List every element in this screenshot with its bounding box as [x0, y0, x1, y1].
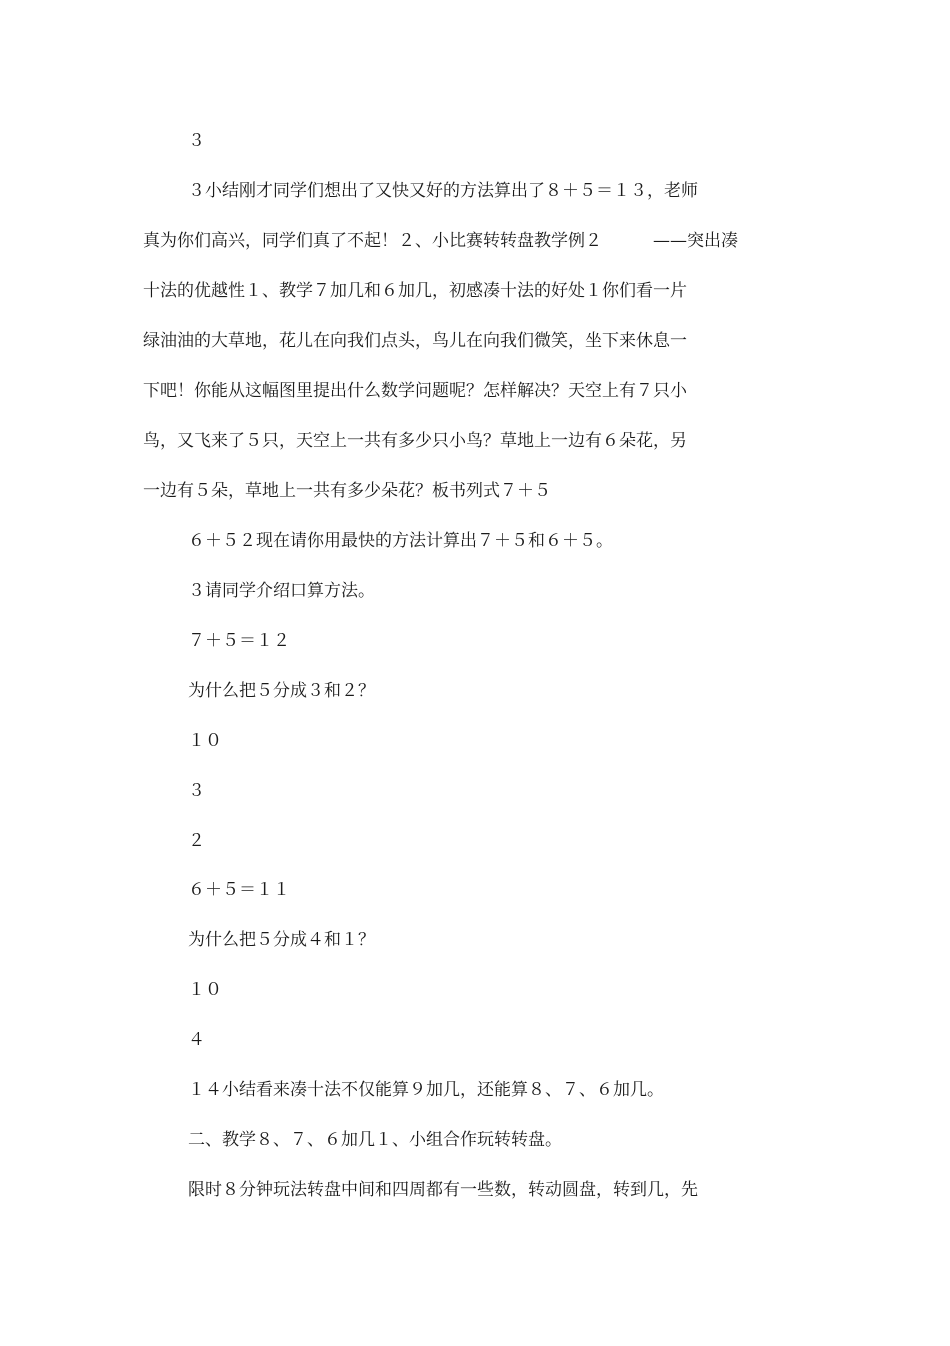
text-line: ４: [188, 1030, 205, 1050]
text-line: ３: [188, 131, 205, 151]
text-line: 一边有５朵，草地上一共有多少朵花？板书列式７＋５: [143, 481, 551, 501]
text-line: ６＋５２现在请你用最快的方法计算出７＋５和６＋５。: [188, 531, 613, 551]
text-line: 为什么把５分成４和１？: [188, 930, 375, 950]
text-line: 真为你们高兴，同学们真了不起！２、小比赛转转盘教学例２ ——突出凑: [143, 231, 738, 251]
text-line: 十法的优越性１、教学７加几和６加几，初感凑十法的好处１你们看一片: [143, 281, 687, 301]
text-line: 二、教学８、７、６加几１、小组合作玩转转盘。: [188, 1130, 562, 1150]
text-line: ６＋５＝１１: [188, 880, 290, 900]
text-line: 绿油油的大草地，花儿在向我们点头，鸟儿在向我们微笑，坐下来休息一: [143, 331, 687, 351]
text-line: １０: [188, 980, 222, 1000]
text-line: ３小结刚才同学们想出了又快又好的方法算出了８＋５＝１３，老师: [188, 181, 698, 201]
text-line: 鸟，又飞来了５只，天空上一共有多少只小鸟？草地上一边有６朵花，另: [143, 431, 687, 451]
text-line: 限时８分钟玩法转盘中间和四周都有一些数，转动圆盘，转到几，先: [188, 1180, 698, 1200]
text-line: ２: [188, 831, 205, 851]
text-line: 下吧！你能从这幅图里提出什么数学问题呢？怎样解决？天空上有７只小: [143, 381, 687, 401]
text-line: ３: [188, 781, 205, 801]
text-line: １０: [188, 731, 222, 751]
text-line: 为什么把５分成３和２？: [188, 681, 375, 701]
text-line: １４小结看来凑十法不仅能算９加几，还能算８、７、６加几。: [188, 1080, 664, 1100]
text-line: ７＋５＝１２: [188, 631, 290, 651]
text-line: ３请同学介绍口算方法。: [188, 581, 375, 601]
